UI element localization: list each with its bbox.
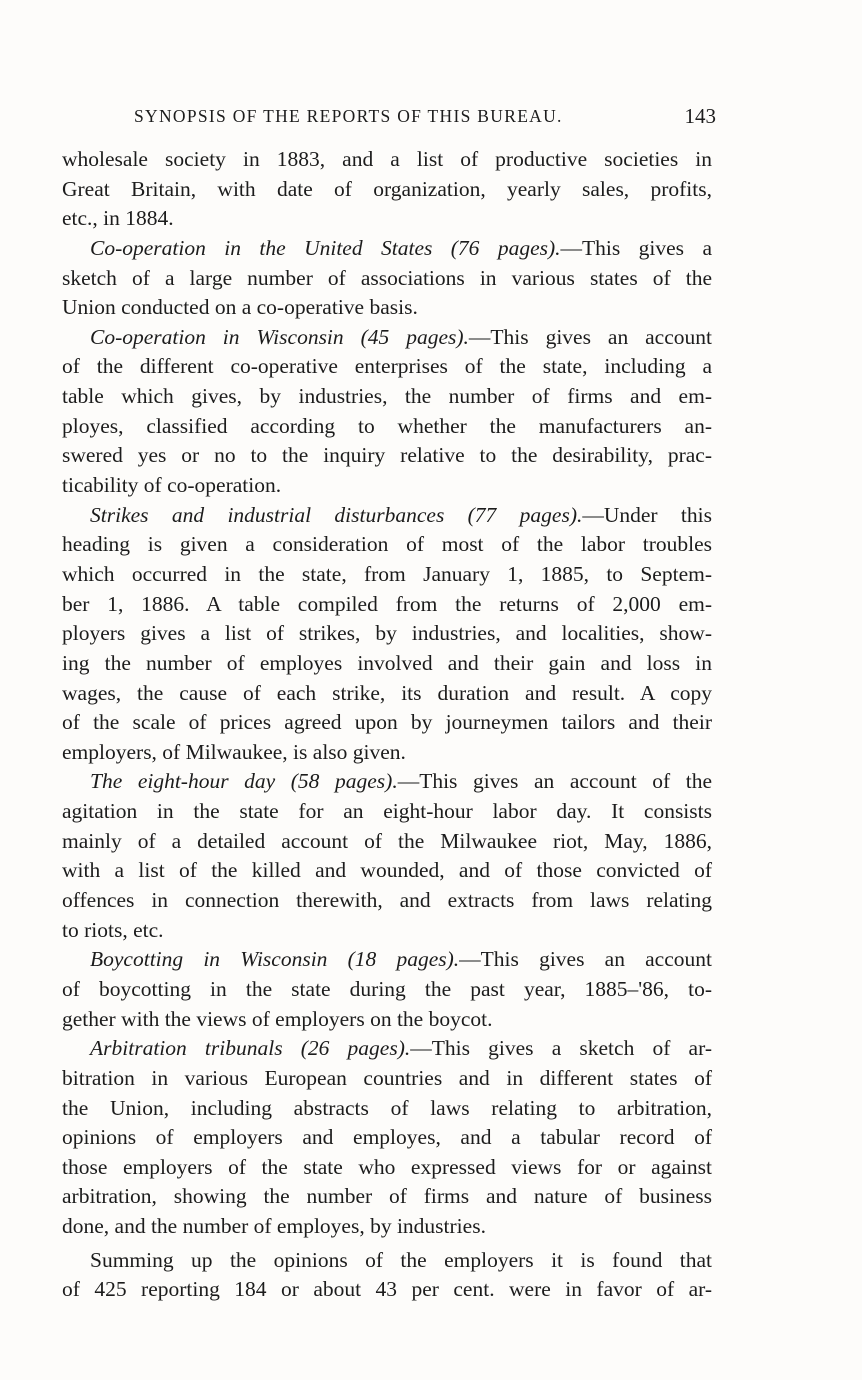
section-text: —This gives an account [468,324,712,349]
text-line: offences in connection therewith, and extracts from laws relating [62,888,712,913]
text-line: to riots, etc. [62,917,164,942]
text-line: arbitration, showing the number of firms and nature of business [62,1184,712,1209]
section-heading: Co-operation in the United States (76 pages). [90,235,561,260]
section-text: —This gives a [560,235,712,260]
page-header [134,104,716,132]
text-line [62,501,712,531]
text-line: ber 1, 1886. A table compiled from the returns of 2,000 em- [62,591,712,616]
body-text [62,145,712,1305]
text-line [62,323,712,353]
section-heading: The eight-hour day (58 pages). [90,769,398,794]
section-text: —This gives an account of the [397,769,712,794]
text-line: wholesale society in 1883, and a list of productive societies in [62,147,712,171]
text-line: ployers gives a list of strikes, by industries, and localities, show- [62,621,712,646]
text-line [62,767,712,797]
section-heading: Strikes and industrial disturbances (77 pages). [90,502,583,527]
page-number: 143 [684,104,716,128]
text-line: etc., in 1884. [62,206,174,231]
text-line: of boycotting in the state during the past year, 1885–'86, to- [62,976,712,1001]
text-line: table which gives, by industries, the number of firms and em- [62,384,712,409]
text-line: which occurred in the state, from January 1, 1885, to Septem- [62,561,712,586]
section-heading: Co-operation in Wisconsin (45 pages). [90,324,469,349]
text-line: wages, the cause of each strike, its duration and result. A copy [62,680,712,705]
text-line: bitration in various European countries and in different states of [62,1065,712,1090]
text-line: the Union, including abstracts of laws relating to arbitration, [62,1095,712,1120]
text-line: mainly of a detailed account of the Milwaukee riot, May, 1886, [62,828,712,853]
text-line: of 425 reporting 184 or about 43 per cent. were in favor of ar- [62,1277,712,1302]
text-line: of the different co-operative enterprises of the state, including a [62,354,712,379]
text-line: ing the number of employes involved and their gain and loss in [62,650,712,675]
text-line: swered yes or no to the inquiry relative to the desirability, prac- [62,443,712,468]
section-text: —This gives a sketch of ar- [410,1036,712,1061]
text-line: done, and the number of employes, by industries. [62,1214,486,1239]
text-line: Union conducted on a co-operative basis. [62,295,418,320]
running-title: SYNOPSIS OF THE REPORTS OF THIS BUREAU. [134,106,563,126]
section-text: —Under this [582,502,712,527]
text-line: opinions of employers and employes, and a tabular record of [62,1125,712,1150]
text-line: heading is given a consideration of most of the labor troubles [62,532,712,557]
text-line [62,945,712,975]
text-line: agitation in the state for an eight-hour labor day. It consists [62,799,712,824]
text-line: Summing up the opinions of the employers it is found that [90,1247,712,1272]
text-line: gether with the views of employers on the boycot. [62,1006,493,1031]
text-line: ticability of co-operation. [62,473,282,498]
section-text: —This gives an account [459,947,712,972]
text-line [62,234,712,264]
text-line: employers, of Milwaukee, is also given. [62,739,406,764]
text-line: Great Britain, with date of organization, yearly sales, profits, [62,176,712,201]
section-heading: Arbitration tribunals (26 pages). [90,1036,411,1061]
text-line: ployes, classified according to whether the manufacturers an- [62,413,712,438]
text-line: those employers of the state who expressed views for or against [62,1154,712,1179]
text-line: of the scale of prices agreed upon by journeymen tailors and their [62,710,712,735]
text-line [62,1034,712,1064]
text-line: sketch of a large number of associations in various states of the [62,265,712,290]
text-line: with a list of the killed and wounded, and of those convicted of [62,858,712,883]
section-heading: Boycotting in Wisconsin (18 pages). [90,947,460,972]
